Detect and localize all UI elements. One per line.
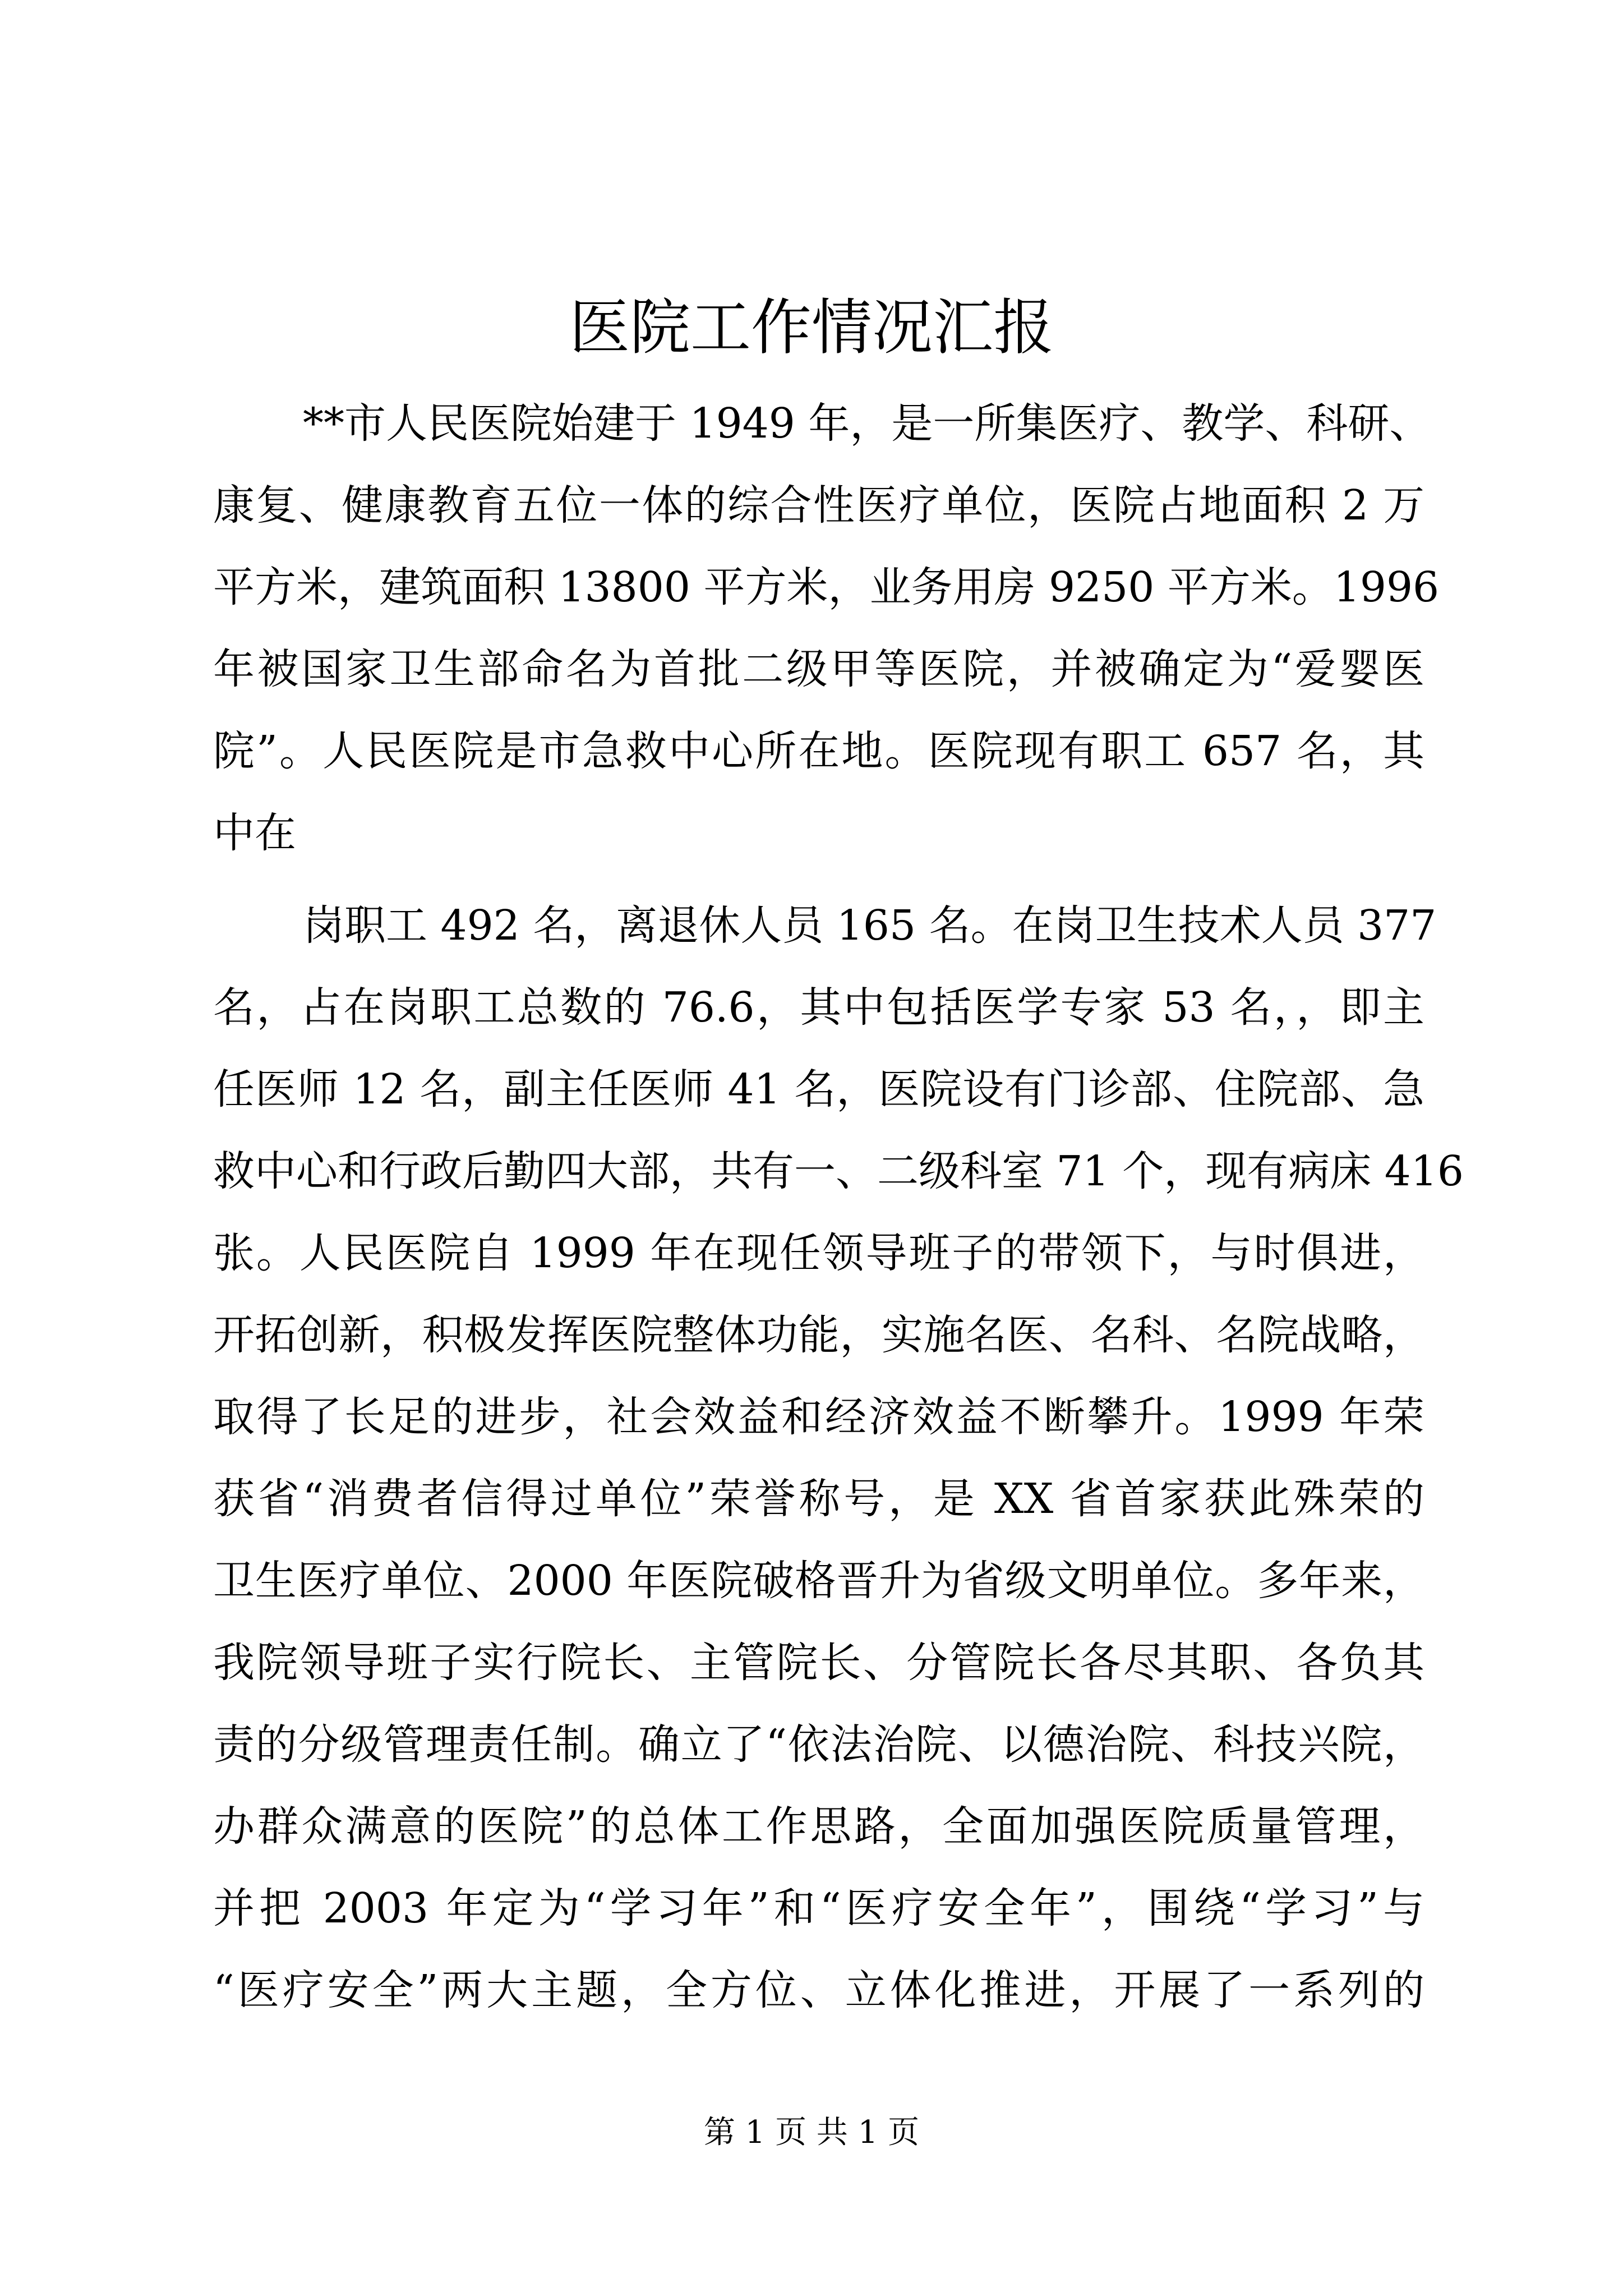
page-footer: 第 1 页 共 1 页	[703, 2114, 920, 2151]
paragraph-2-line-12: 办群众满意的医院”的总体工作思路，全面加强医院质量管理，	[213, 1802, 1424, 1851]
paragraph-2-line-6: 开拓创新，积极发挥医院整体功能，实施名医、名科、名院战略，	[213, 1311, 1424, 1359]
paragraph-2-line-8: 获省“消费者信得过单位”荣誉称号，是 XX 省首家获此殊荣的	[213, 1475, 1424, 1523]
paragraph-2-line-4: 救中心和行政后勤四大部，共有一、二级科室 71 个，现有病床 416	[213, 1147, 1464, 1195]
paragraph-2-line-14: “医疗安全”两大主题，全方位、立体化推进，开展了一系列的	[213, 1966, 1424, 2014]
paragraph-2-line-13: 并把 2003 年定为“学习年”和“医疗安全年”，围绕“学习”与	[213, 1884, 1424, 1932]
paragraph-1-line-3: 平方米，建筑面积 13800 平方米，业务用房 9250 平方米。1996	[213, 563, 1440, 611]
paragraph-2-line-3: 任医师 12 名，副主任医师 41 名，医院设有门诊部、住院部、急	[213, 1065, 1424, 1114]
paragraph-1-line-5: 院”。人民医院是市急救中心所在地。医院现有职工 657 名，其	[213, 727, 1424, 775]
paragraph-1-line-4: 年被国家卫生部命名为首批二级甲等医院，并被确定为“爱婴医	[213, 645, 1424, 693]
paragraph-1-line-6: 中在	[213, 809, 296, 857]
paragraph-2-line-2: 名，占在岗职工总数的 76.6，其中包括医学专家 53 名，，即主	[213, 983, 1424, 1032]
paragraph-2-line-10: 我院领导班子实行院长、主管院长、分管院长各尽其职、各负其	[213, 1639, 1424, 1687]
paragraph-1-line-2: 康复、健康教育五位一体的综合性医疗单位，医院占地面积 2 万	[213, 481, 1424, 530]
document-title: 医院工作情况汇报	[569, 293, 1054, 363]
paragraph-2-line-1: 岗职工 492 名，离退休人员 165 名。在岗卫生技术人员 377	[303, 901, 1437, 950]
paragraph-2-line-9: 卫生医疗单位、2000 年医院破格晋升为省级文明单位。多年来，	[213, 1557, 1424, 1605]
paragraph-2-line-5: 张。人民医院自 1999 年在现任领导班子的带领下，与时俱进，	[213, 1229, 1424, 1277]
paragraph-2-line-7: 取得了长足的进步，社会效益和经济效益不断攀升。1999 年荣	[213, 1393, 1424, 1441]
paragraph-1-line-1: **市人民医院始建于 1949 年，是一所集医疗、教学、科研、	[303, 399, 1431, 448]
paragraph-2-line-11: 责的分级管理责任制。确立了“依法治院、以德治院、科技兴院，	[213, 1720, 1424, 1769]
